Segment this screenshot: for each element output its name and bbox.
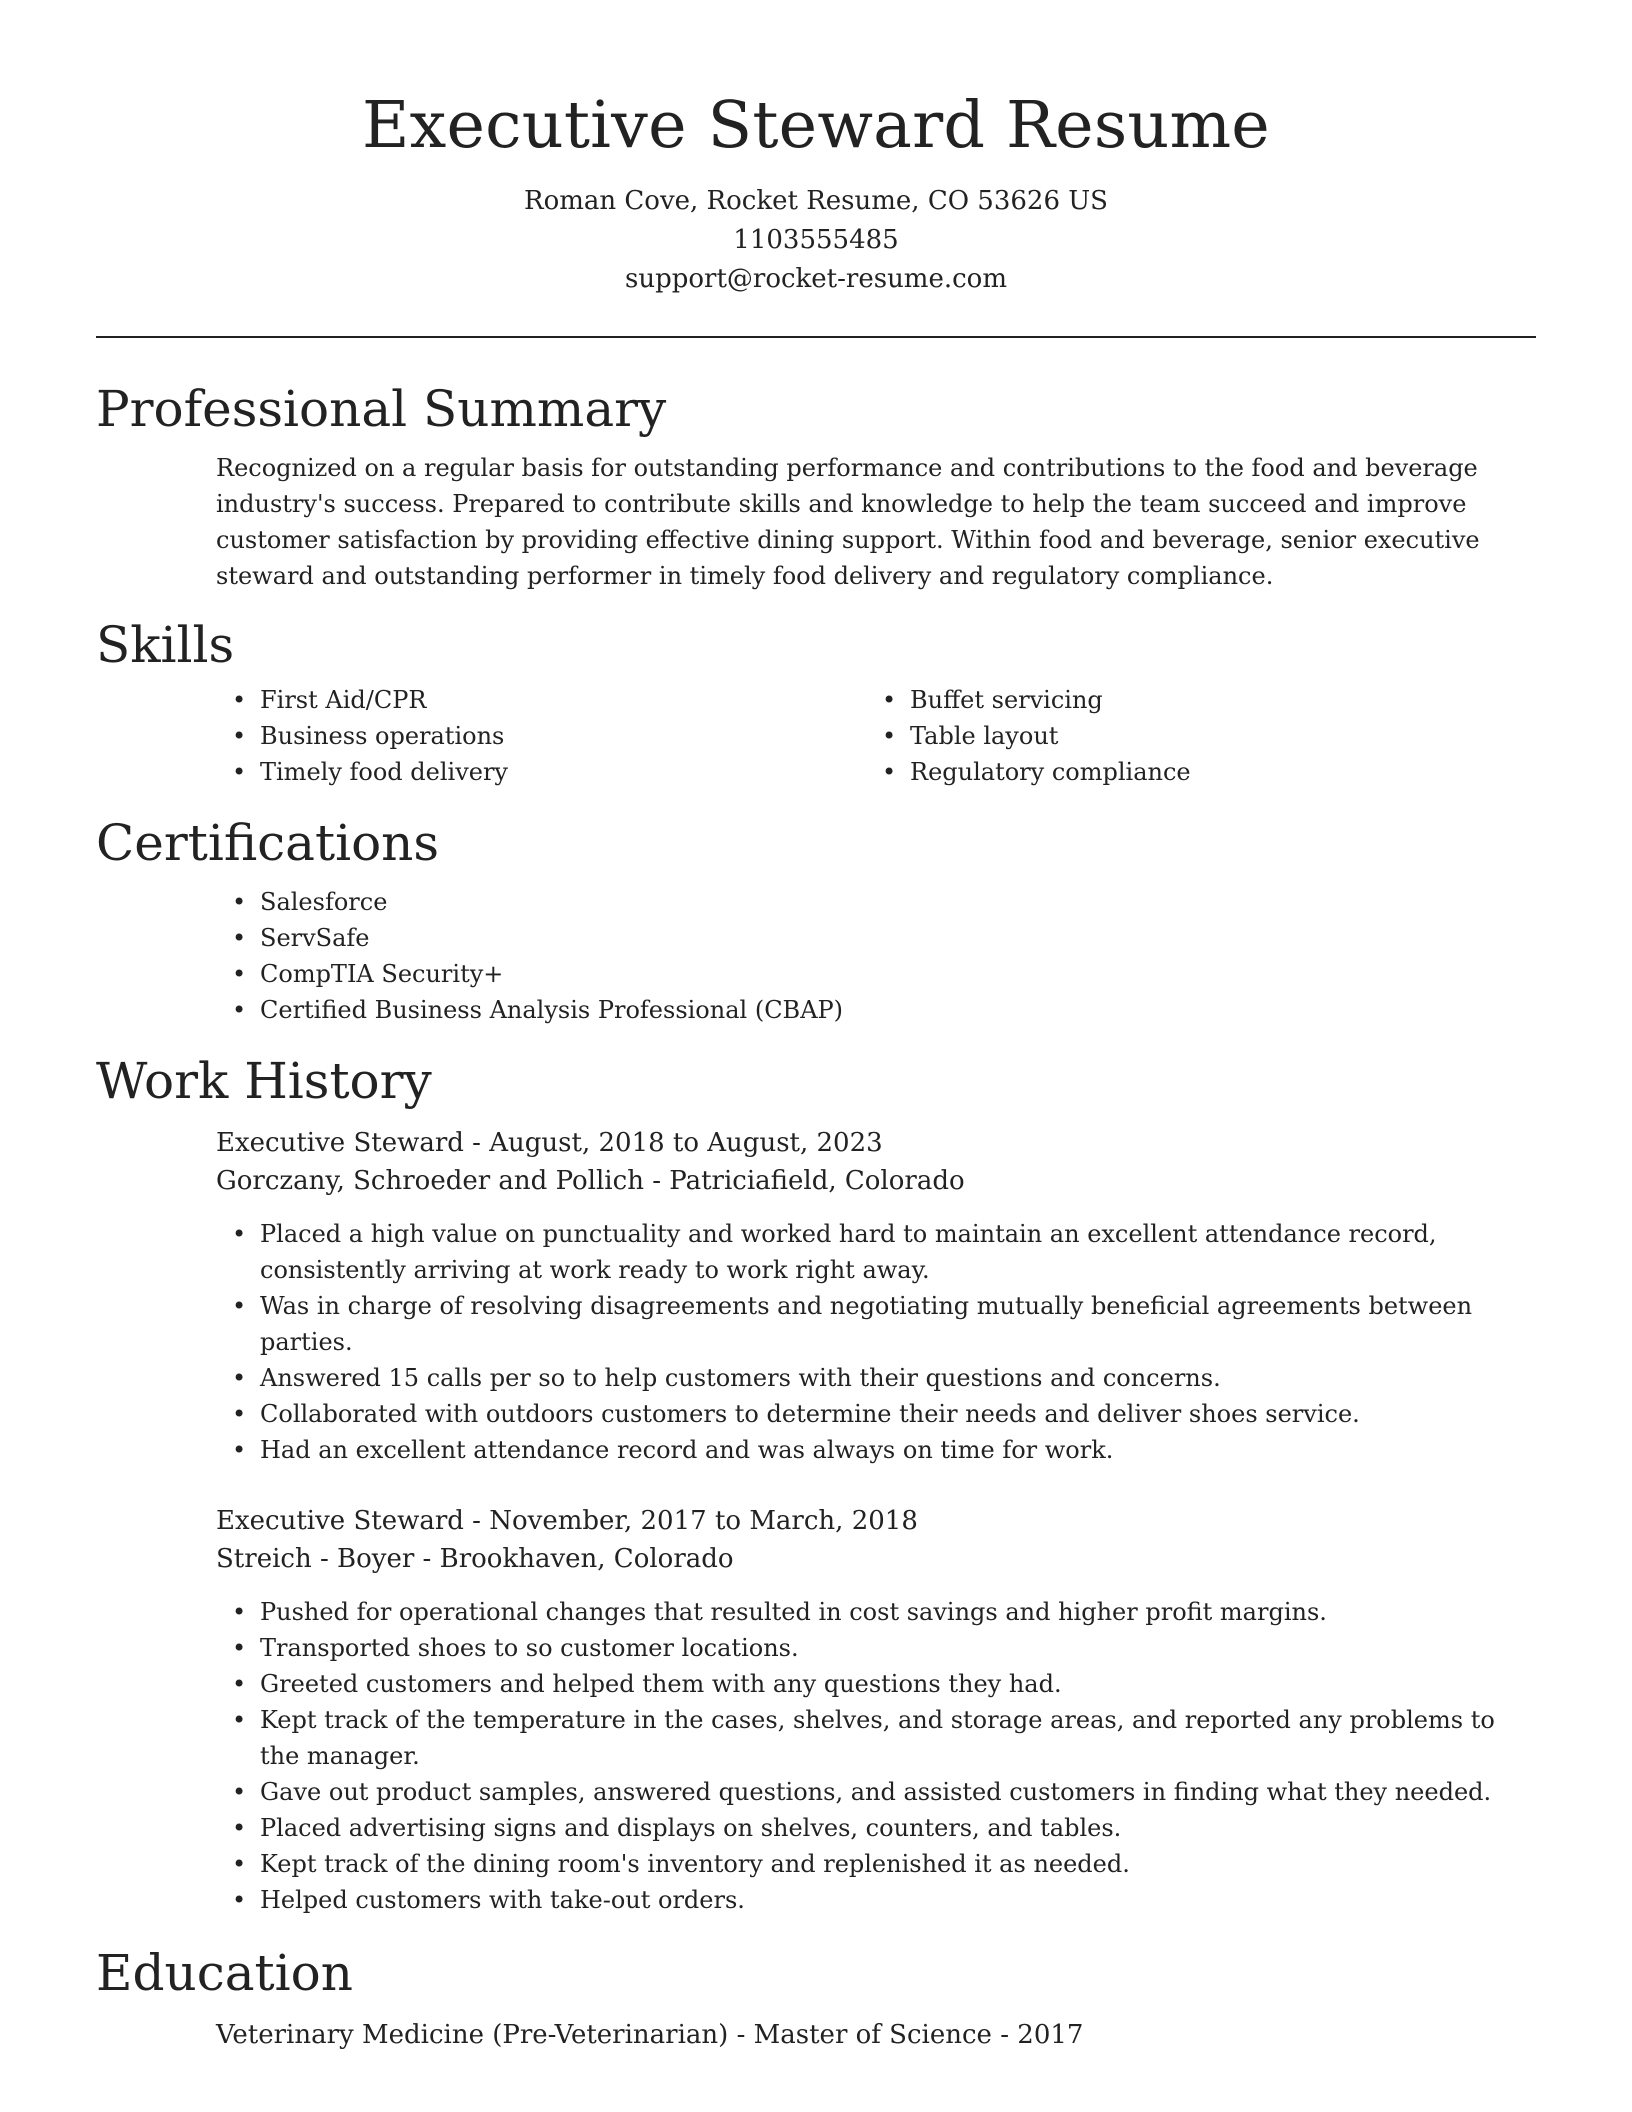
education-entry: Veterinary Medicine (Pre-Veterinarian) - Master of Science - 2017 [216,2020,1084,2050]
skill-item: • Table layout [746,718,1396,754]
job-duties-list [96,1594,1536,1918]
bullet-icon: • [232,888,247,916]
job-dates: August, 2018 to August, 2023 [489,1128,883,1158]
bullet-icon: • [232,758,247,786]
job-title: Executive Steward [216,1128,464,1158]
certifications-list [96,884,1536,1028]
job-duty: • Placed a high value on punctuality and worked hard to maintain an excellent attendance record, consistently arriving at work ready to work right away. [96,1216,1536,1288]
bullet-icon: • [232,1598,247,1626]
bullet-icon: • [882,758,897,786]
job-entry [96,1502,1536,1918]
bullet-icon: • [232,1400,247,1428]
job-duty: • Answered 15 calls per so to help customers with their questions and concerns. [96,1360,1536,1396]
skill-item: • Timely food delivery [96,754,746,790]
bullet-icon: • [232,960,247,988]
job-duty: • Kept track of the dining room's inventory and replenished it as needed. [96,1846,1536,1882]
bullet-icon: • [232,996,247,1024]
header-divider [96,336,1536,338]
job-location: Brookhaven, Colorado [439,1544,734,1574]
job-title-line: Executive Steward - November, 2017 to March, 2018 [216,1506,918,1536]
contact-email: support@rocket-resume.com [624,264,1007,294]
job-duties-list [96,1216,1536,1468]
job-duty: • Placed advertising signs and displays on shelves, counters, and tables. [96,1810,1536,1846]
education-degree: Master of Science [753,2020,992,2050]
skill-item: • Regulatory compliance [746,754,1396,790]
job-company-line: Gorczany, Schroeder and Pollich - Patriciafield, Colorado [216,1166,965,1196]
job-duty: • Transported shoes to so customer locations. [96,1630,1536,1666]
bullet-icon: • [232,686,247,714]
certification-item: • CompTIA Security+ [96,956,1536,992]
job-company: Gorczany, Schroeder and Pollich [216,1166,644,1196]
bullet-icon: • [232,1886,247,1914]
resume-title: Executive Steward Resume [362,88,1270,163]
bullet-icon: • [232,924,247,952]
bullet-icon: • [232,1670,247,1698]
job-duty: • Greeted customers and helped them with any questions they had. [96,1666,1536,1702]
job-location: Patriciafield, Colorado [669,1166,965,1196]
bullet-icon: • [232,1436,247,1464]
bullet-icon: • [232,1778,247,1806]
education-field: Veterinary Medicine (Pre-Veterinarian) [216,2020,729,2050]
job-title-line: Executive Steward - August, 2018 to August, 2023 [216,1128,883,1158]
job-duty: • Helped customers with take-out orders. [96,1882,1536,1918]
certification-item: • ServSafe [96,920,1536,956]
job-duty: • Pushed for operational changes that resulted in cost savings and higher profit margins. [96,1594,1536,1630]
skills-list [96,682,1536,790]
bullet-icon: • [232,1292,247,1320]
resume-page [96,0,1536,2054]
job-entry [96,1124,1536,1468]
skills-column-left [96,682,746,790]
job-title: Executive Steward [216,1506,464,1536]
summary-text: Recognized on a regular basis for outstanding performance and contributions to the food and beverage industry's success. Prepared to contribute skills and knowledge to help the team succeed and improve customer satisfaction by providing effective dining support. Within food and beverage, senior executive steward and outstanding performer in timely food delivery and regulatory compliance. [216,454,1480,590]
job-dates: November, 2017 to March, 2018 [489,1506,918,1536]
contact-phone: 1103555485 [733,225,899,255]
job-company: Streich - Boyer [216,1544,415,1574]
job-duty: • Kept track of the temperature in the cases, shelves, and storage areas, and reported any problems to the manager. [96,1702,1536,1774]
bullet-icon: • [882,722,897,750]
education-heading: Education [96,1944,353,2002]
job-duty: • Gave out product samples, answered questions, and assisted customers in finding what they needed. [96,1774,1536,1810]
contact-address: Roman Cove, Rocket Resume, CO 53626 US [524,186,1108,216]
summary-heading: Professional Summary [96,380,667,438]
bullet-icon: • [882,686,897,714]
bullet-icon: • [232,1634,247,1662]
education-year: 2017 [1017,2020,1084,2050]
skills-heading: Skills [96,616,235,674]
bullet-icon: • [232,722,247,750]
skills-column-right [746,682,1396,790]
bullet-icon: • [232,1220,247,1248]
certification-item: • Salesforce [96,884,1536,920]
job-duty: • Had an excellent attendance record and was always on time for work. [96,1432,1536,1468]
skill-item: • Buffet servicing [746,682,1396,718]
work-history-heading: Work History [96,1052,432,1110]
job-duty: • Collaborated with outdoors customers to determine their needs and deliver shoes service. [96,1396,1536,1432]
skill-item: • First Aid/CPR [96,682,746,718]
bullet-icon: • [232,1814,247,1842]
certifications-heading: Certifications [96,814,440,872]
job-company-line: Streich - Boyer - Brookhaven, Colorado [216,1544,734,1574]
bullet-icon: • [232,1706,247,1734]
bullet-icon: • [232,1364,247,1392]
resume-header [96,0,1536,299]
skill-item: • Business operations [96,718,746,754]
certification-item: • Certified Business Analysis Professional (CBAP) [96,992,1536,1028]
bullet-icon: • [232,1850,247,1878]
job-duty: • Was in charge of resolving disagreements and negotiating mutually beneficial agreements between parties. [96,1288,1536,1360]
